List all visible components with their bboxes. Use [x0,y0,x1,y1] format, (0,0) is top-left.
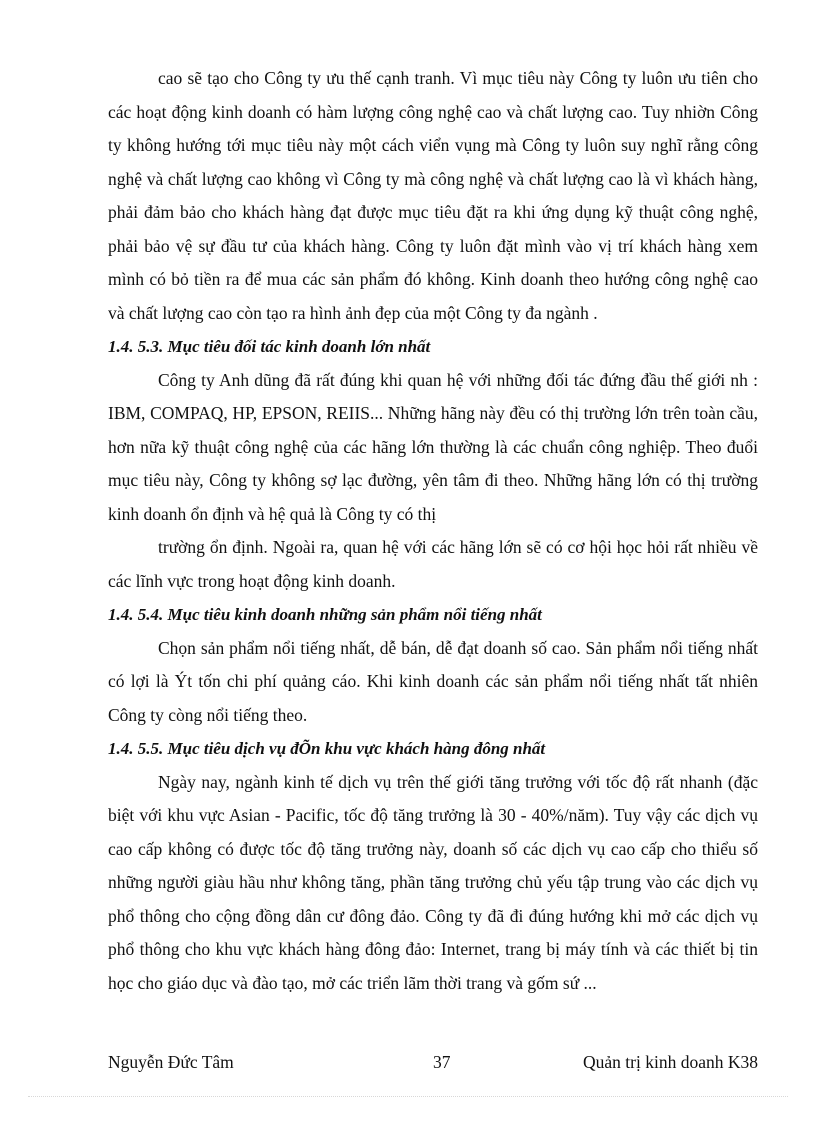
footer-author: Nguyễn Đức Tâm [108,1052,234,1072]
page-bottom-divider [28,1096,788,1097]
page-footer [108,1052,758,1078]
section-heading: 1.4. 5.5. Mục tiêu dịch vụ đÕn khu vực khách hàng đông nhất [108,739,546,758]
paragraph: Ngày nay, ngành kinh tế dịch vụ trên thế giới tăng trưởng với tốc độ rất nhanh (đặc biệt với khu vực Asian - Pacific, tốc độ tăng trưởng là 30 - 40%/năm). Tuy vậy các dịch vụ cao cấp không có được tốc độ tăng trưởng này, doanh số các dịch vụ cao cấp cho thiểu số những người giàu hầu như không tăng, phần tăng trưởng chủ yếu tập trung vào các dịch vụ phổ thông cho cộng đồng dân cư đông đảo. Công ty đã đi đúng hướng khi mở các dịch vụ phổ thông cho khu vực khách hàng đông đảo: Internet, trang bị máy tính và các thiết bị tin học cho giáo dục và đào tạo, mở các triển lãm thời trang và gốm sứ ... [108,771,758,993]
paragraph: trường ổn định. Ngoài ra, quan hệ với các hãng lớn sẽ có cơ hội học hỏi rất nhiều về các lĩnh vực trong hoạt động kinh doanh. [108,537,758,591]
section-heading: 1.4. 5.4. Mục tiêu kinh doanh những sản phẩm nổi tiếng nhất [108,605,542,624]
document-body [108,62,758,1000]
paragraph: cao sẽ tạo cho Công ty ưu thế cạnh tranh. Vì mục tiêu này Công ty luôn ưu tiên cho các hoạt động kinh doanh có hàm lượng công nghệ cao và chất lượng cao. Tuy nhiờn Công ty không hướng tới mục tiêu này một cách viển vụng mà Công ty luôn suy nghĩ rằng công nghệ và chất lượng cao không vì Công ty mà công nghệ và chất lượng cao là vì khách hàng, phải đảm bảo cho khách hàng đạt được mục tiêu đặt ra khi ứng dụng kỹ thuật công nghệ, phải bảo vệ sự đầu tư của khách hàng. Công ty luôn đặt mình vào vị trí khách hàng xem mình có bỏ tiền ra để mua các sản phẩm đó không. Kinh doanh theo hướng công nghệ cao và chất lượng cao còn tạo ra hình ảnh đẹp của một Công ty đa ngành . [108,68,758,323]
page-number: 37 [433,1052,451,1072]
section-heading: 1.4. 5.3. Mục tiêu đối tác kinh doanh lớn nhất [108,337,431,356]
footer-course: Quản trị kinh doanh K38 [583,1052,758,1072]
paragraph: Chọn sản phẩm nổi tiếng nhất, dễ bán, dễ đạt doanh số cao. Sản phẩm nổi tiếng nhất có lợi là Ýt tốn chi phí quảng cáo. Khi kinh doanh các sản phẩm nổi tiếng nhất tất nhiên Công ty còng nổi tiếng theo. [108,637,758,725]
paragraph: Công ty Anh dũng đã rất đúng khi quan hệ với những đối tác đứng đầu thế giới nh : IBM, COMPAQ, HP, EPSON, REIIS... Những hãng này đều có thị trường lớn trên toàn cầu, hơn nữa kỹ thuật công nghệ của các hãng lớn thường là các chuẩn công nghiệp. Theo đuổi mục tiêu này, Công ty không sợ lạc đường, yên tâm đi theo. Những hãng lớn có thị trường kinh doanh ổn định và hệ quả là Công ty có thị [108,369,758,524]
